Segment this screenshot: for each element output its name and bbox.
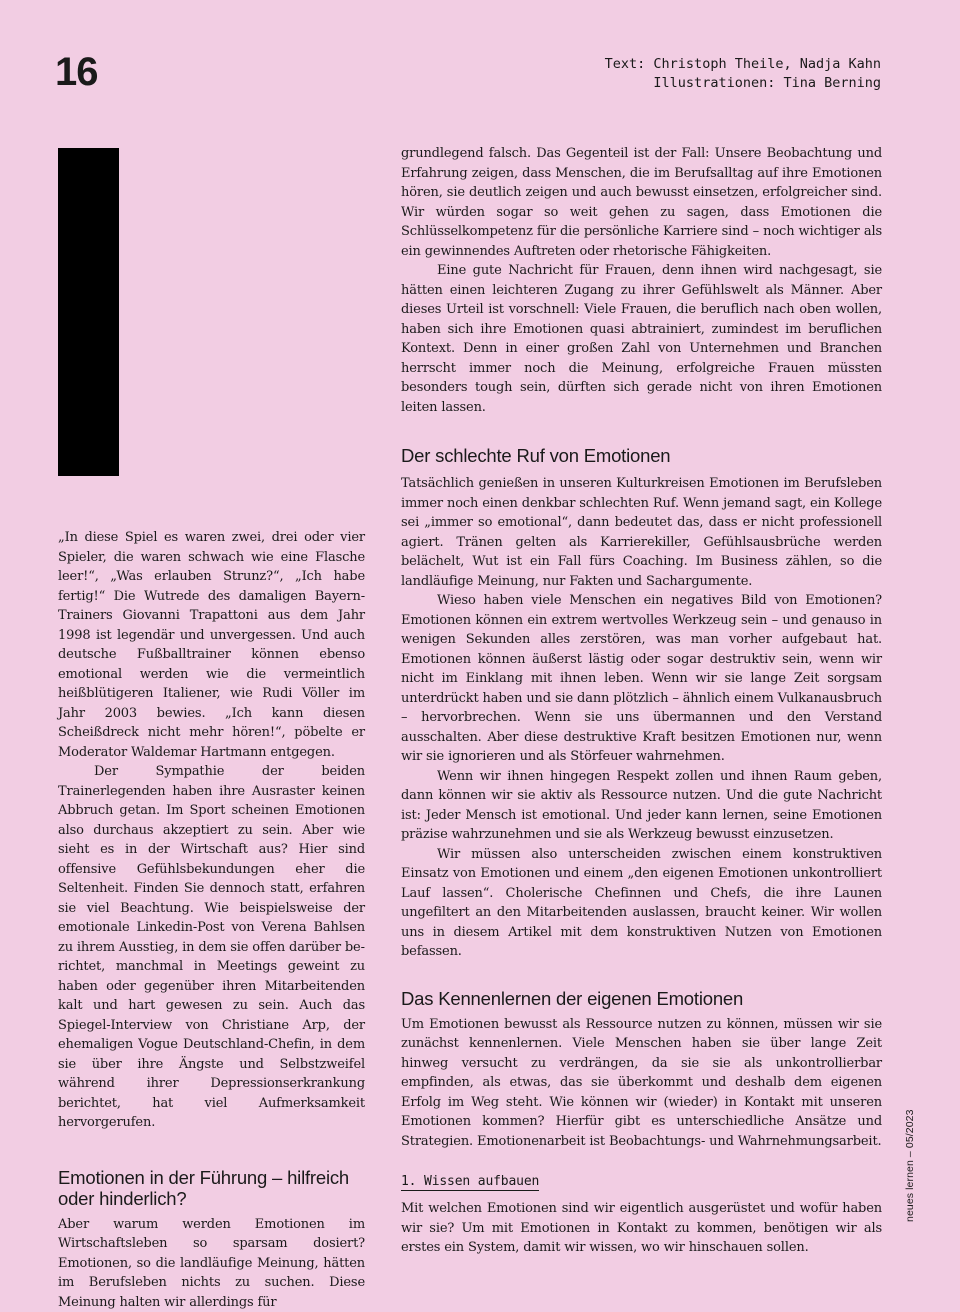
- paragraph: Aber warum werden Emotionen im Wirtschaftsleben so sparsam dosiert? Emotionen, so die landläufige Meinung, hätten im Berufsleben nichts zu suchen. Diese Meinung halten wir allerdings für: [58, 1215, 365, 1312]
- initial-letter-i: [58, 148, 119, 476]
- paragraph: Tatsächlich genießen in unseren Kulturkreisen Emotionen im Berufsleben immer noch einen denkbar schlechten Ruf. Wenn jemand sagt, ein Kollege sei „immer so emotional“, dann bedeutet das, dass er nicht professionell agiert. Tränen gelten als Karrierekiller, Gefühlsausbrüche werden belächelt, Wut ist ein Fall fürs Coaching. Im Business zählen, so die landläufige Meinung, nur Fakten und Sachargumente.: [401, 474, 882, 591]
- section-heading: Das Kennenlernen der eigenen Emotionen: [401, 988, 882, 1009]
- author-credit: Text: Christoph Theile, Nadja Kahn: [605, 55, 881, 74]
- article-credits: [605, 55, 881, 93]
- paragraph: Wieso haben viele Menschen ein negatives Bild von Emotionen? Emotionen können ein extrem wertvolles Werkzeug sein – und genauso in wenigen Sekunden alles zerstören, was man vorher aufgebaut hat. Emotionen können äußerst lästig oder sogar destruktiv sein, wenn wir nicht im Einklang mit ihnen leben. Wenn wir sie lange Zeit sorgsam unterdrückt haben und sie dann plötzlich – ähnlich einem Vulkanausbruch – hervorbrechen. Wenn sie uns übermannen und den Verstand ausschalten. Aber diese destruktive Kraft besitzen Emotionen nur, wenn wir sie ignorieren und als Störfeuer wahrnehmen.: [401, 591, 882, 767]
- paragraph: Wir müssen also unterscheiden zwischen einem konstruktiven Einsatz von Emotionen und einem „den eigenen Emotionen unkontrolliert Lauf lassen“. Cholerische Chefinnen und Chefs, die ihre Launen ungefiltert an den Mitarbeitenden auslassen, braucht keiner. Wir wollen uns in diesem Artikel mit dem konstruktiven Nutzen von Emotionen befassen.: [401, 845, 882, 962]
- paragraph: Eine gute Nachricht für Frauen, denn ihnen wird nachgesagt, sie hätten einen leichteren Zugang zu ihrer Gefühlswelt als Männer. Aber dieses Urteil ist vorschnell: Viele Frauen, die beruflich nach oben wollen, haben sich ihre Emotionen quasi abtrainiert, zumindest im beruflichen Kontext. Denn in einer großen Zahl von Unternehmen und Branchen herrscht immer noch die Meinung, erfolgreiche Frauen müssten besonders tough sein, dürften sich gerade nicht von ihren Emotionen leiten lassen.: [401, 261, 882, 417]
- right-column: [401, 144, 882, 1258]
- paragraph: Der Sympathie der beiden Trainerlegenden haben ihre Ausraster keinen Abbruch getan. Im Sport scheinen Emotionen also durchaus akzeptiert zu sein. Aber wie sieht es in der Wirtschaft aus? Hier sind offensive Gefühlsbekundungen eher die Seltenheit. Finden Sie dennoch statt, erfahren sie viel Beachtung. Wie beispielsweise der emotionale Linkedin-Post von Verena Bahlsen zu ihrem Ausstieg, in dem sie offen darüber berichtet, manchmal in Meetings geweint zu haben oder gegenüber ihren Mitarbeitenden kalt und hart gewesen zu sein. Auch das Spiegel-Interview von Christiane Arp, der ehemaligen Vogue Deutschland-Chefin, in dem sie über ihre Ängste und Selbstzweifel während ihrer Depressionserkrankung berichtet, hat viel Aufmerksamkeit hervorgerufen.: [58, 762, 365, 1133]
- section-heading: Emotionen in der Führung – hilfreich oder hinderlich?: [58, 1167, 365, 1209]
- paragraph: Mit welchen Emotionen sind wir eigentlich ausgerüstet und wofür haben wir sie? Um mit Emotionen in Kontakt zu kommen, benötigen wir als erstes ein System, damit wir wissen, wo wir hinschauen sollen.: [401, 1199, 882, 1258]
- paragraph: Wenn wir ihnen hingegen Respekt zollen und ihnen Raum geben, dann können wir sie aktiv als Ressource nutzen. Und die gute Nachricht ist: Jeder Mensch ist emotional. Und jeder kann lernen, seine Emotionen präzise wahrzunehmen und sie als Werkzeug bewusst einzusetzen.: [401, 767, 882, 845]
- paragraph: grundlegend falsch. Das Gegenteil ist der Fall: Unsere Beobachtung und Erfahrung zeigen, dass Menschen, die im Berufsalltag auf ihre Emotionen hören, sie deutlich zeigen und auch bewusst einsetzen, erfolgreicher sind. Wir würden sogar so weit gehen zu sagen, dass Emotionen die Schlüsselkompetenz für die persönliche Karriere sind – noch wichtiger als ein gewinnendes Auftreten oder rhetorische Fähigkeiten.: [401, 144, 882, 261]
- paragraph: Um Emotionen bewusst als Ressource nutzen zu können, müssen wir sie zunächst kennenlernen. Viele Menschen haben sie über lange Zeit hinweg versucht zu verdrängen, da sie sie als unkontrollierbar empfinden, als etwas, das sie überkommt und deshalb dem eigenen Erfolg im Weg steht. Wie können wir (wieder) in Kontakt mit unseren Emotionen kommen? Hierfür gibt es unterschiedliche Ansätze und Strategien. Emotionenarbeit ist Beobachtungs- und Wahrnehmungsarbeit.: [401, 1015, 882, 1152]
- paragraph: „In diese Spiel es waren zwei, drei oder vier Spieler, die waren schwach wie eine Flasche leer!“, „Was erlauben Strunz?“, „Ich habe fertig!“ Die Wutrede des damaligen Bayern-Trainers Giovanni Trapattoni aus dem Jahr 1998 ist legendär und unvergessen. Und auch deutsche Fußballtrainer können ebenso emotional werden wie die vermeintlich heißblütigeren Italiener, wie Rudi Völler im Jahr 2003 bewies. „Ich kann diesen Scheißdreck nicht mehr hören!“, pöbelte er Moderator Waldemar Hartmann entgegen.: [58, 528, 365, 762]
- step-label: 1. Wissen aufbauen: [401, 1173, 539, 1191]
- issue-footer: neues lernen – 05/2023: [904, 1109, 916, 1222]
- section-heading: Der schlechte Ruf von Emotionen: [401, 445, 882, 466]
- illustrator-credit: Illustrationen: Tina Berning: [605, 74, 881, 93]
- left-column: [58, 528, 365, 1312]
- page-number: 16: [55, 52, 98, 92]
